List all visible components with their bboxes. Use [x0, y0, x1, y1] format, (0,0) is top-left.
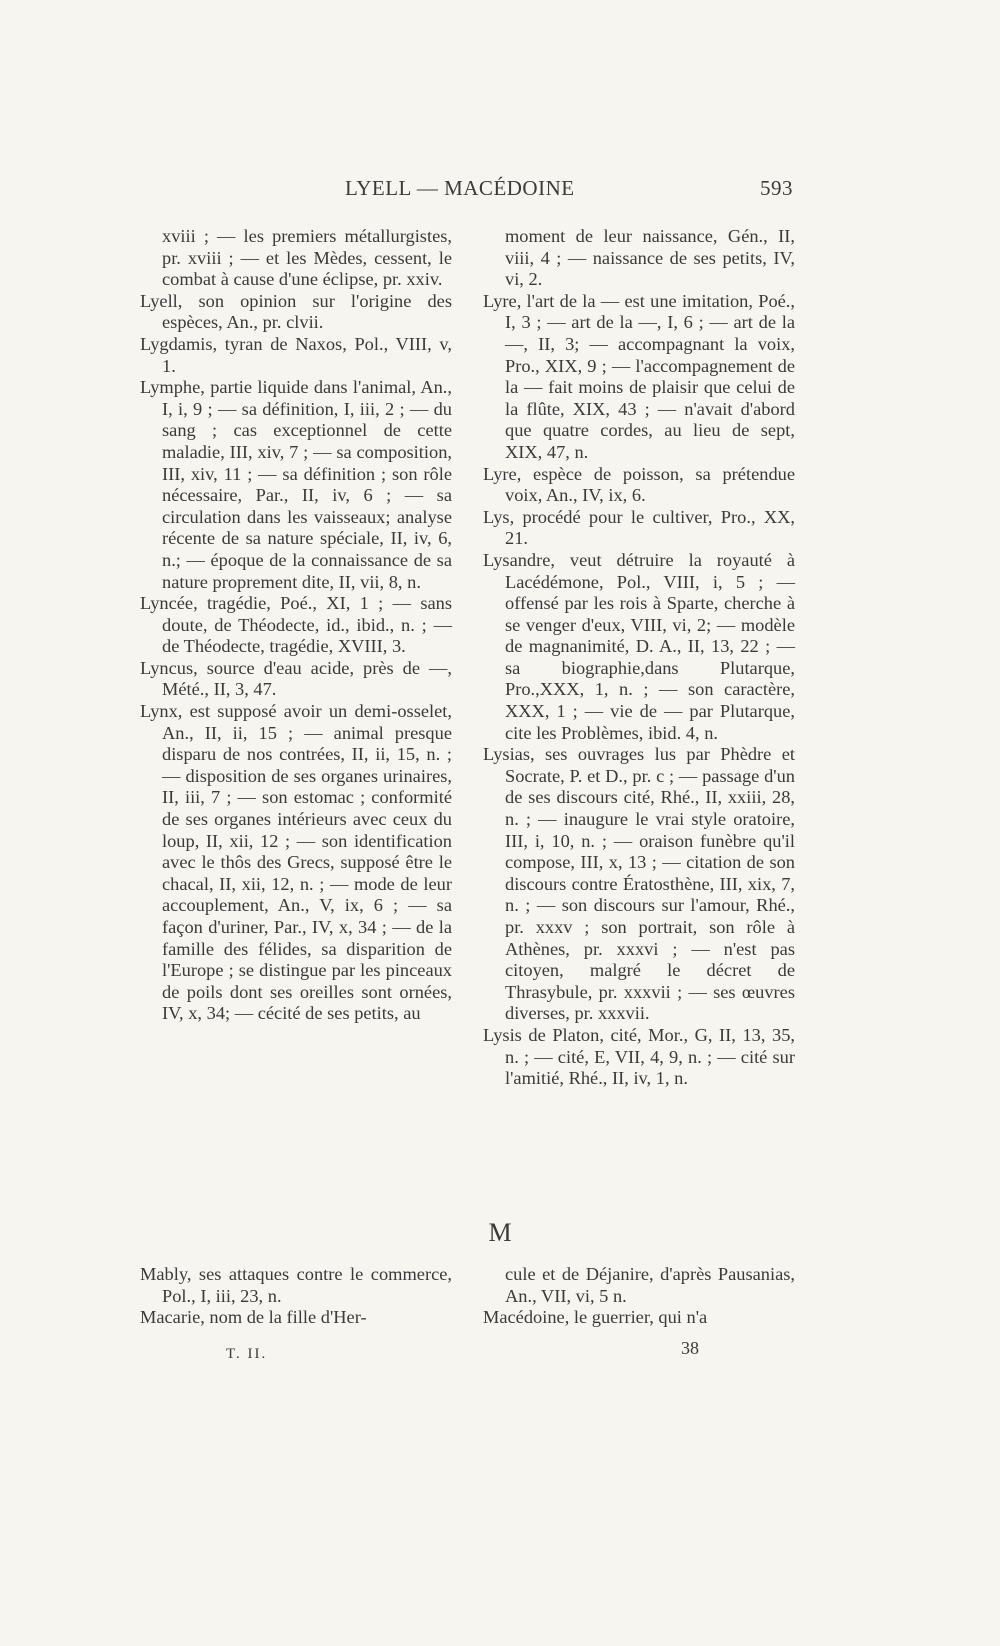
- index-entry: xviii ; — les premiers métallurgistes, pr. xviii ; — et les Mèdes, cessent, le combat à cause d'une éclipse, pr. xxiv.: [162, 226, 452, 290]
- index-entry: Lygdamis, tyran de Naxos, Pol., VIII, v, 1.: [140, 333, 452, 376]
- index-entry: Lyre, l'art de la — est une imitation, Poé., I, 3 ; — art de la —, I, 6 ; — art de la —, II, 3; — accompagnant la voix, Pro., XIX, 9 ; — l'accompagnement de la — fait moins de plaisir que celui de la flûte, XIX, 43 ; — n'avait d'abord que quatre cordes, au lieu de sept, XIX, 47, n.: [483, 290, 795, 462]
- index-entry: moment de leur naissance, Gén., II, viii, 4 ; — naissance de ses petits, IV, vi, 2.: [505, 226, 795, 290]
- index-column-right: [483, 226, 795, 1090]
- index-entry: Lymphe, partie liquide dans l'animal, An., I, i, 9 ; — sa définition, I, iii, 2 ; — du sang ; cas exceptionnel de cette maladie, III, xiv, 7 ; — sa composition, III, xiv, 11 ; — sa définition ; son rôle nécessaire, Par., II, iv, 6 ; — sa circulation dans les vaisseaux; analyse récente de sa nature spéciale, II, iv, 6, n.; — époque de la connaissance de sa nature proprement dite, II, vii, 8, n.: [140, 377, 452, 592]
- index-entry: Macarie, nom de la fille d'Her-: [140, 1307, 367, 1328]
- index-entry: Lysandre, veut détruire la royauté à Lacédémone, Pol., VIII, i, 5 ; — offensé par les rois à Sparte, cherche à se venger d'eux, VIII, vi, 2; — modèle de magnanimité, D. A., II, 13, 22 ; — sa biographie,dans Plutarque, Pro.,XXX, 1, n. ; — son caractère, XXX, 1 ; — vie de — par Plutarque, cite les Problèmes, ibid. 4, n.: [483, 549, 795, 743]
- index-entry: cule et de Déjanire, d'après Pausanias, An., VII, vi, 5 n.: [505, 1264, 795, 1306]
- index-entry: Lyre, espèce de poisson, sa prétendue voix, An., IV, ix, 6.: [483, 463, 795, 506]
- index-entry: Lys, procédé pour le cultiver, Pro., XX, 21.: [483, 506, 795, 549]
- index-entry: Lyncée, tragédie, Poé., XI, 1 ; — sans doute, de Théodecte, id., ibid., n. ; — de Théodecte, tragédie, XVIII, 3.: [140, 593, 452, 657]
- page-number: 593: [760, 176, 793, 200]
- running-header: [0, 176, 1000, 206]
- index-entry: Lysias, ses ouvrages lus par Phèdre et Socrate, P. et D., pr. c ; — passage d'un de ses discours cité, Rhé., II, xxiii, 28, n. ; — inaugure le vrai style oratoire, III, i, 10, n. ; — oraison funèbre qu'il compose, III, x, 13 ; — citation de son discours contre Ératosthène, III, xix, 7, n. ; — son discours sur l'amour, Rhé., pr. xxxv ; son portrait, son rôle à Athènes, pr. xxxvi ; — n'est pas citoyen, malgré le décret de Thrasybule, pr. xxxvii ; — ses œuvres diverses, pr. xxxvii.: [483, 744, 795, 1024]
- section-letter: M: [488, 1218, 512, 1247]
- running-title: LYELL — MACÉDOINE: [345, 176, 575, 200]
- index-entry: Macédoine, le guerrier, qui n'a: [483, 1307, 708, 1328]
- signature-mark: 38: [681, 1338, 699, 1358]
- index-entry: Lysis de Platon, cité, Mor., G, II, 13, 35, n. ; — cité, E, VII, 4, 9, n. ; — cité sur l'amitié, Rhé., II, iv, 1, n.: [483, 1024, 795, 1089]
- index-column-left: [140, 226, 452, 1025]
- m-column-left: [140, 1264, 452, 1329]
- index-entry: Lyell, son opinion sur l'origine des espèces, An., pr. clvii.: [140, 290, 452, 333]
- m-column-right: [483, 1264, 795, 1329]
- volume-mark: T. II.: [226, 1346, 268, 1362]
- index-entry: Mably, ses attaques contre le commerce, Pol., I, iii, 23, n.: [140, 1264, 452, 1306]
- index-entry: Lyncus, source d'eau acide, près de —, Mété., II, 3, 47.: [140, 657, 452, 700]
- index-entry: Lynx, est supposé avoir un demi-osselet, An., II, ii, 15 ; — animal presque disparu de nos contrées, II, ii, 15, n. ; — disposition de ses organes urinaires, II, iii, 7 ; — son estomac ; conformité de ses organes intérieurs avec ceux du loup, II, xii, 12 ; — son identification avec le thôs des Grecs, supposé être le chacal, II, xii, 12, n. ; — mode de leur accouplement, An., V, ix, 6 ; — sa façon d'uriner, Par., IV, x, 34 ; — de la famille des félides, sa disparition de l'Europe ; se distingue par les pinceaux de poils dont ses oreilles sont ornées, IV, x, 34; — cécité de ses petits, au: [140, 701, 452, 1024]
